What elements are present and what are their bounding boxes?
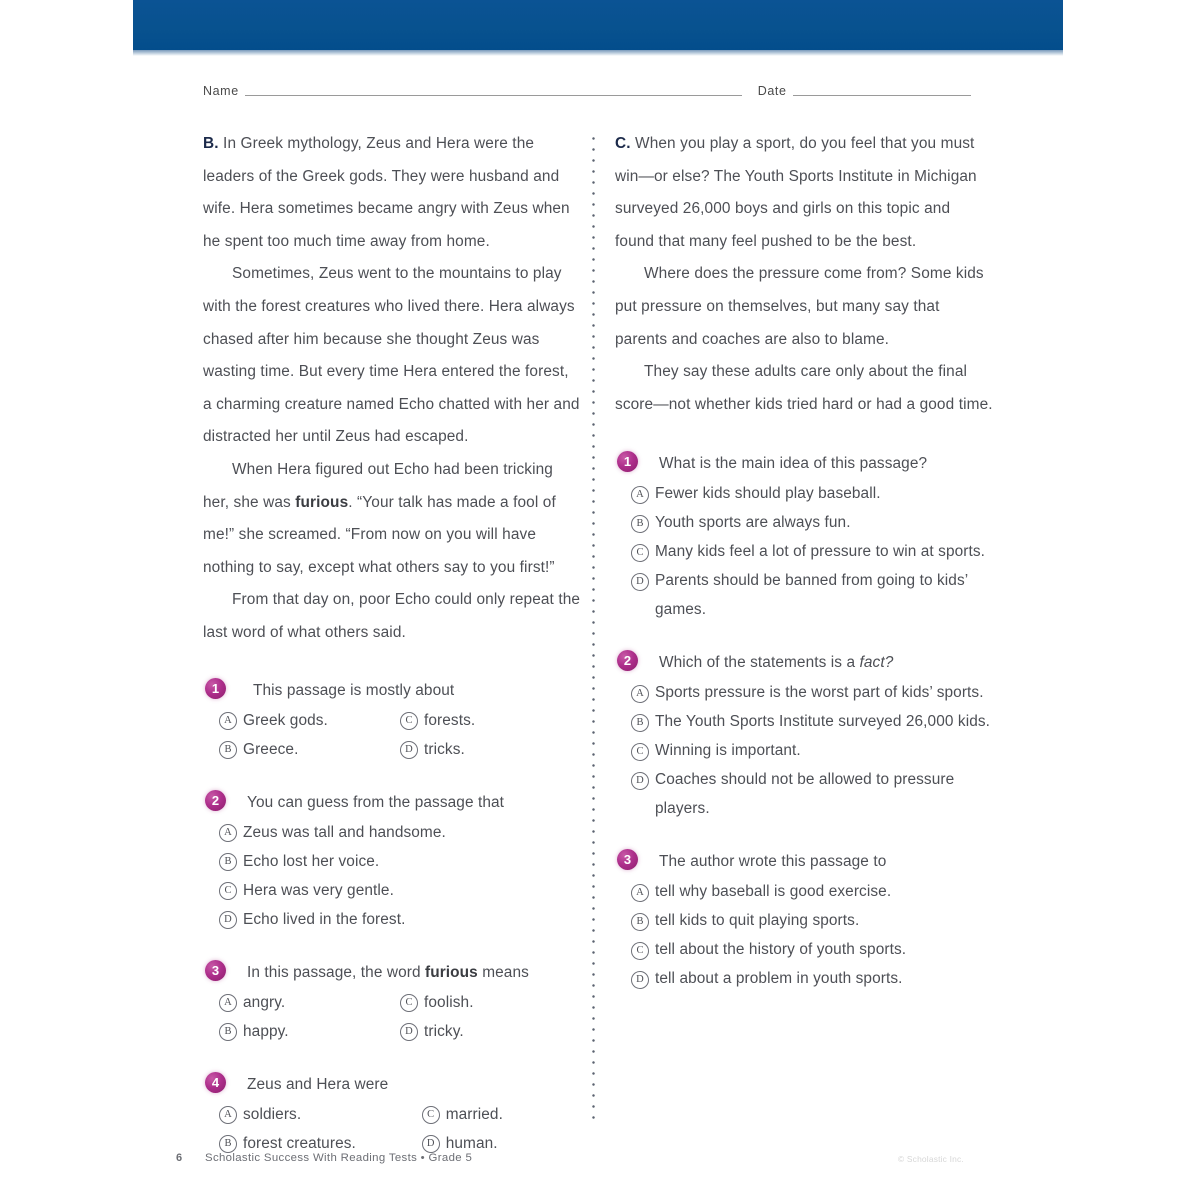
passage-b-para-4: From that day on, poor Echo could only repeat the last word of what others said. [203,591,581,641]
passage-b [203,128,581,650]
passage-b-para-1 [203,128,581,258]
choice-option[interactable] [422,1100,581,1129]
choice-label: Winning is important. [655,742,801,760]
choice-option[interactable] [219,905,581,934]
choice-option[interactable] [631,877,993,906]
choice-label: Coaches should not be allowed to pressure players. [655,771,955,818]
choice-bubble[interactable]: B [631,515,649,533]
passage-b-para-2: Sometimes, Zeus went to the mountains to play with the forest creatures who lived there. Hera always chased after him because she thought Zeus was wasting time. But every time Hera entered the forest, a charming creature named Echo chatted with her and distracted her until Zeus had escaped. [203,265,580,446]
choice-option[interactable] [219,1017,400,1046]
question-prompt [659,648,993,677]
date-label: Date [757,83,787,98]
question-row [615,847,993,876]
passage-b-para-3 [203,454,581,584]
question-block [615,847,993,993]
choice-bubble[interactable]: D [422,1135,440,1153]
choice-bubble[interactable]: C [631,942,649,960]
question-row [203,788,581,817]
choice-bubble[interactable]: C [631,743,649,761]
question-number-badge: 3 [205,960,226,981]
choice-option[interactable] [631,935,993,964]
question-prompt-pre: In this passage, the word [247,963,425,981]
choice-option[interactable] [219,735,400,764]
choice-label: angry. [243,993,286,1011]
banner-shadow [133,50,1063,56]
date-input-line[interactable] [793,94,971,96]
choice-bubble[interactable]: C [400,994,418,1012]
choice-option[interactable] [400,988,581,1017]
passage-c-letter: C. [615,135,631,152]
question-number-badge: 1 [205,678,226,699]
choice-bubble[interactable]: A [219,712,237,730]
right-column [615,128,993,993]
choice-label: Parents should be banned from going to kids’ games. [655,572,968,619]
choice-bubble[interactable]: A [631,685,649,703]
question-prompt-bold: furious [424,963,478,981]
choice-bubble[interactable]: D [400,1023,418,1041]
choice-list [615,877,993,993]
footer-title: Scholastic Success With Reading Tests • Grade 5 [205,1152,473,1164]
question-prompt-pre: Which of the statements is a [659,654,860,672]
name-label: Name [203,83,239,98]
choice-option[interactable] [219,706,400,735]
choice-option[interactable] [631,508,993,537]
choice-option[interactable] [219,847,581,876]
choice-option[interactable] [631,678,993,707]
left-column [203,128,581,1158]
choice-option[interactable] [631,736,993,765]
question-block [203,676,581,764]
choice-label: Fewer kids should play baseball. [655,485,881,503]
question-row [203,958,581,987]
question-number-badge: 1 [617,451,638,472]
choice-bubble[interactable]: D [631,573,649,591]
choice-option[interactable] [219,1100,422,1129]
question-row [615,648,993,677]
question-prompt: The author wrote this passage to [659,853,887,871]
choice-list [615,678,993,823]
choice-label: Many kids feel a lot of pressure to win at sports. [655,543,986,561]
passage-c-para-1 [615,128,993,258]
choice-option[interactable] [631,537,993,566]
question-prompt-italic: fact? [859,654,894,672]
choice-bubble[interactable]: A [219,1106,237,1124]
choice-label: Echo lost her voice. [243,852,380,870]
question-prompt-post: means [477,963,529,981]
question-number-badge: 3 [617,849,638,870]
choice-list [615,479,993,624]
choice-label: Sports pressure is the worst part of kids’ sports. [655,684,984,702]
choice-bubble[interactable]: A [631,486,649,504]
choice-label: foolish. [424,993,474,1011]
choice-option[interactable] [219,876,581,905]
choice-bubble[interactable]: A [219,994,237,1012]
choice-list [203,1100,581,1158]
question-prompt: You can guess from the passage that [247,793,505,811]
choice-bubble[interactable]: C [631,544,649,562]
passage-c-text-1: When you play a sport, do you feel that you must win—or else? The Youth Sports Institute in Michigan surveyed 26,000 boys and girls on this topic and found that many feel pushed to be the best. [615,135,977,250]
choice-label: tricky. [424,1022,464,1040]
choice-bubble[interactable]: B [219,1023,237,1041]
choice-option[interactable] [631,964,993,993]
choice-option[interactable] [400,1017,581,1046]
name-date-row [203,76,989,98]
choice-bubble[interactable]: C [422,1106,440,1124]
question-block [203,788,581,934]
question-prompt [247,958,581,987]
choice-label: Hera was very gentle. [243,881,394,899]
question-prompt: Zeus and Hera were [247,1075,389,1093]
choice-list [203,988,581,1046]
content-columns [203,128,993,1152]
question-block [203,1070,581,1158]
page-footer [0,1152,1200,1182]
choice-bubble[interactable]: B [219,741,237,759]
choice-option[interactable] [219,818,581,847]
question-number-badge: 4 [205,1072,226,1093]
choice-label: Youth sports are always fun. [655,514,851,532]
choice-list [203,818,581,934]
choice-option[interactable] [400,706,581,735]
choice-label: tell why baseball is good exercise. [655,883,892,901]
choice-bubble[interactable]: B [219,1135,237,1153]
choice-label: The Youth Sports Institute surveyed 26,000 kids. [655,713,991,731]
choice-label: tell kids to quit playing sports. [655,912,860,930]
choice-bubble[interactable]: D [400,741,418,759]
question-number-badge: 2 [205,790,226,811]
copyright-notice: © Scholastic Inc. [898,1154,964,1164]
choice-label: Greek gods. [243,711,328,729]
passage-b-text-1: In Greek mythology, Zeus and Hera were the leaders of the Greek gods. They were husband and wife. Hera sometimes became angry with Zeus when he spent too much time away from home. [203,135,570,250]
choice-option[interactable] [219,988,400,1017]
question-block [203,958,581,1046]
choice-bubble[interactable]: B [219,853,237,871]
choice-bubble[interactable]: B [631,913,649,931]
question-row [203,676,581,705]
choice-bubble[interactable]: C [219,882,237,900]
choice-option[interactable] [631,765,993,823]
choice-bubble[interactable]: C [400,712,418,730]
choice-label: tell about a problem in youth sports. [655,970,903,988]
passage-b-text-3b: . “Your talk has made a fool of me!” she screamed. “From now on you will have nothing to say, except what others say to you first!” [203,493,556,576]
page-header-banner [133,0,1063,50]
choice-label: tell about the history of youth sports. [655,941,907,959]
choice-label: tricks. [424,740,465,758]
choice-bubble[interactable]: A [631,884,649,902]
question-block [615,648,993,823]
passage-c-para-3: They say these adults care only about the final score—not whether kids tried hard or had a good time. [615,363,993,413]
question-block [615,449,993,624]
choice-label: Zeus was tall and handsome. [243,823,446,841]
choice-option[interactable] [631,906,993,935]
name-input-line[interactable] [245,94,742,96]
question-prompt: This passage is mostly about [253,681,455,699]
choice-option[interactable] [631,566,993,624]
passage-c-para-2: Where does the pressure come from? Some kids put pressure on themselves, but many say that parents and coaches are also to blame. [615,265,984,348]
page-number: 6 [176,1152,183,1164]
choice-label: Echo lived in the forest. [243,910,406,928]
choice-label: soldiers. [243,1105,302,1123]
choice-bubble[interactable]: D [631,772,649,790]
choice-label: human. [445,1134,498,1152]
question-number-badge: 2 [617,650,638,671]
choice-label: happy. [243,1022,289,1040]
question-row [615,449,993,478]
passage-b-letter: B. [203,135,219,152]
passage-b-text-3a: When Hera figured out Echo had been tricking her, she was [203,460,553,511]
choice-bubble[interactable]: A [219,824,237,842]
choice-list [203,706,581,764]
choice-label: Greece. [243,740,299,758]
choice-label: forests. [424,711,476,729]
question-row [203,1070,581,1099]
passage-c [615,128,993,421]
passage-b-bold-word: furious [295,493,349,511]
choice-bubble[interactable]: B [631,714,649,732]
choice-label: married. [445,1105,503,1123]
choice-option[interactable] [400,735,581,764]
choice-label: forest creatures. [243,1134,356,1152]
choice-bubble[interactable]: D [219,911,237,929]
choice-option[interactable] [631,479,993,508]
question-prompt: What is the main idea of this passage? [659,455,928,473]
choice-bubble[interactable]: D [631,971,649,989]
choice-option[interactable] [631,707,993,736]
